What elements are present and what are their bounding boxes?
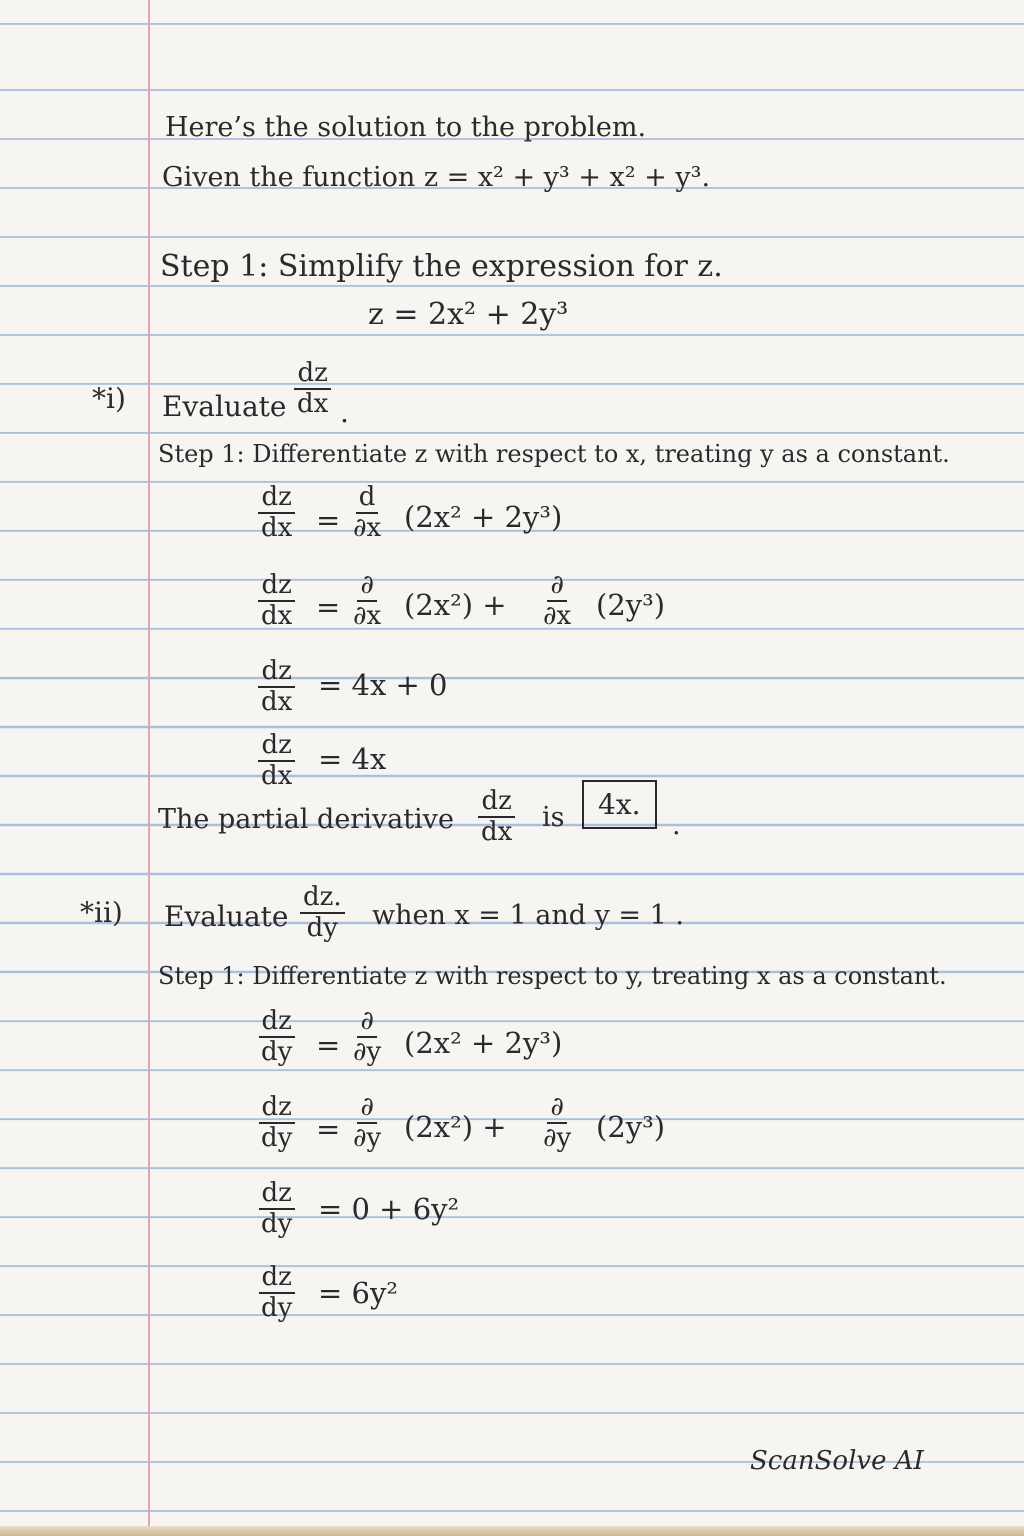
equation-rhs: (2x² + 2y³) xyxy=(404,1026,563,1060)
paper-edge xyxy=(0,1526,1024,1536)
operator-denominator: ∂y xyxy=(353,1123,382,1154)
lhs-numerator: dz xyxy=(259,1008,295,1038)
operator-denominator: ∂x xyxy=(353,601,382,632)
derivative-lhs xyxy=(258,732,295,791)
lhs-numerator: dz xyxy=(259,1094,295,1124)
operator-numerator: ∂ xyxy=(357,572,376,602)
equals-sign: = xyxy=(316,590,341,624)
simplified-expression: z = 2x² + 2y³ xyxy=(368,297,569,332)
intro-line: Here’s the solution to the problem. xyxy=(165,112,647,143)
equation-rhs: = 6y² xyxy=(318,1276,398,1310)
lhs-denominator: dy xyxy=(261,1123,293,1154)
fraction-numerator: dz. xyxy=(300,884,345,914)
lhs-denominator: dx xyxy=(261,687,293,718)
brand-signature: ScanSolve AI xyxy=(750,1446,924,1476)
derivative-lhs xyxy=(258,1094,295,1153)
equals-sign: = xyxy=(316,503,341,537)
fraction-numerator: dz xyxy=(478,788,514,818)
part-ii-step: Step 1: Differentiate z with respect to y, treating x as a constant. xyxy=(158,962,947,990)
operator-numerator: ∂ xyxy=(547,572,566,602)
part-ii-fraction xyxy=(300,884,345,943)
fraction-denominator: dx xyxy=(481,817,513,848)
fraction-denominator: dx xyxy=(297,389,329,420)
derivative-operator xyxy=(350,484,384,543)
boxed-answer: 4x. xyxy=(582,780,657,829)
lhs-denominator: dy xyxy=(261,1037,293,1068)
lhs-numerator: dz xyxy=(258,732,294,762)
lhs-denominator: dx xyxy=(261,513,293,544)
lhs-denominator: dx xyxy=(261,601,293,632)
derivative-lhs xyxy=(258,572,295,631)
operator-numerator: ∂ xyxy=(547,1094,566,1124)
derivative-lhs xyxy=(258,484,295,543)
part-ii-marker: *ii) xyxy=(80,896,123,929)
conclusion-period: . xyxy=(672,810,681,841)
lhs-numerator: dz xyxy=(258,572,294,602)
derivative-operator xyxy=(350,1094,384,1153)
lhs-denominator: dy xyxy=(261,1293,293,1324)
equation-rhs-part: (2y³) xyxy=(596,1110,666,1144)
derivative-operator xyxy=(350,1008,384,1067)
lhs-numerator: dz xyxy=(258,484,294,514)
equation-rhs: (2x² + 2y³) xyxy=(404,500,563,534)
derivative-lhs xyxy=(258,1180,295,1239)
lhs-numerator: dz xyxy=(259,1264,295,1294)
simplify-step: Step 1: Simplify the expression for z. xyxy=(160,249,723,284)
part-i-period: . xyxy=(340,396,349,429)
lhs-denominator: dy xyxy=(261,1209,293,1240)
derivative-lhs xyxy=(258,1264,295,1323)
derivative-operator xyxy=(540,572,574,631)
equation-rhs-part: (2y³) xyxy=(596,588,666,622)
part-i-step: Step 1: Differentiate z with respect to x, treating y as a constant. xyxy=(158,440,950,468)
equals-sign: = xyxy=(316,1028,341,1062)
equation-rhs: = 4x xyxy=(318,742,387,776)
part-ii-evaluate: Evaluate xyxy=(164,900,289,933)
equation-rhs: = 4x + 0 xyxy=(318,668,448,702)
operator-denominator: ∂x xyxy=(543,601,572,632)
part-ii-condition: when x = 1 and y = 1 . xyxy=(372,900,684,931)
derivative-lhs xyxy=(258,1008,295,1067)
given-function: Given the function z = x² + y³ + x² + y³. xyxy=(162,162,711,193)
operator-denominator: ∂y xyxy=(353,1037,382,1068)
operator-denominator: ∂x xyxy=(353,513,382,544)
lhs-numerator: dz xyxy=(259,1180,295,1210)
conclusion-text: The partial derivative xyxy=(158,804,454,835)
lhs-denominator: dx xyxy=(261,761,293,792)
operator-numerator: ∂ xyxy=(357,1094,376,1124)
equation-rhs-part: (2x²) + xyxy=(404,1110,507,1144)
part-i-fraction xyxy=(294,360,331,419)
operator-numerator: ∂ xyxy=(357,1008,376,1038)
equation-rhs-part: (2x²) + xyxy=(404,588,507,622)
equation-rhs: = 0 + 6y² xyxy=(318,1192,460,1226)
fraction-numerator: dz xyxy=(294,360,330,390)
equals-sign: = xyxy=(316,1112,341,1146)
part-i-marker: *i) xyxy=(92,382,126,415)
fraction-denominator: dy xyxy=(306,913,338,944)
derivative-operator xyxy=(540,1094,574,1153)
derivative-lhs xyxy=(258,658,295,717)
conclusion-fraction xyxy=(478,788,515,847)
derivative-operator xyxy=(350,572,384,631)
margin-line xyxy=(148,0,150,1536)
lhs-numerator: dz xyxy=(258,658,294,688)
part-i-evaluate: Evaluate xyxy=(162,390,287,423)
operator-numerator: d xyxy=(356,484,379,514)
operator-denominator: ∂y xyxy=(543,1123,572,1154)
conclusion-is: is xyxy=(542,802,565,833)
